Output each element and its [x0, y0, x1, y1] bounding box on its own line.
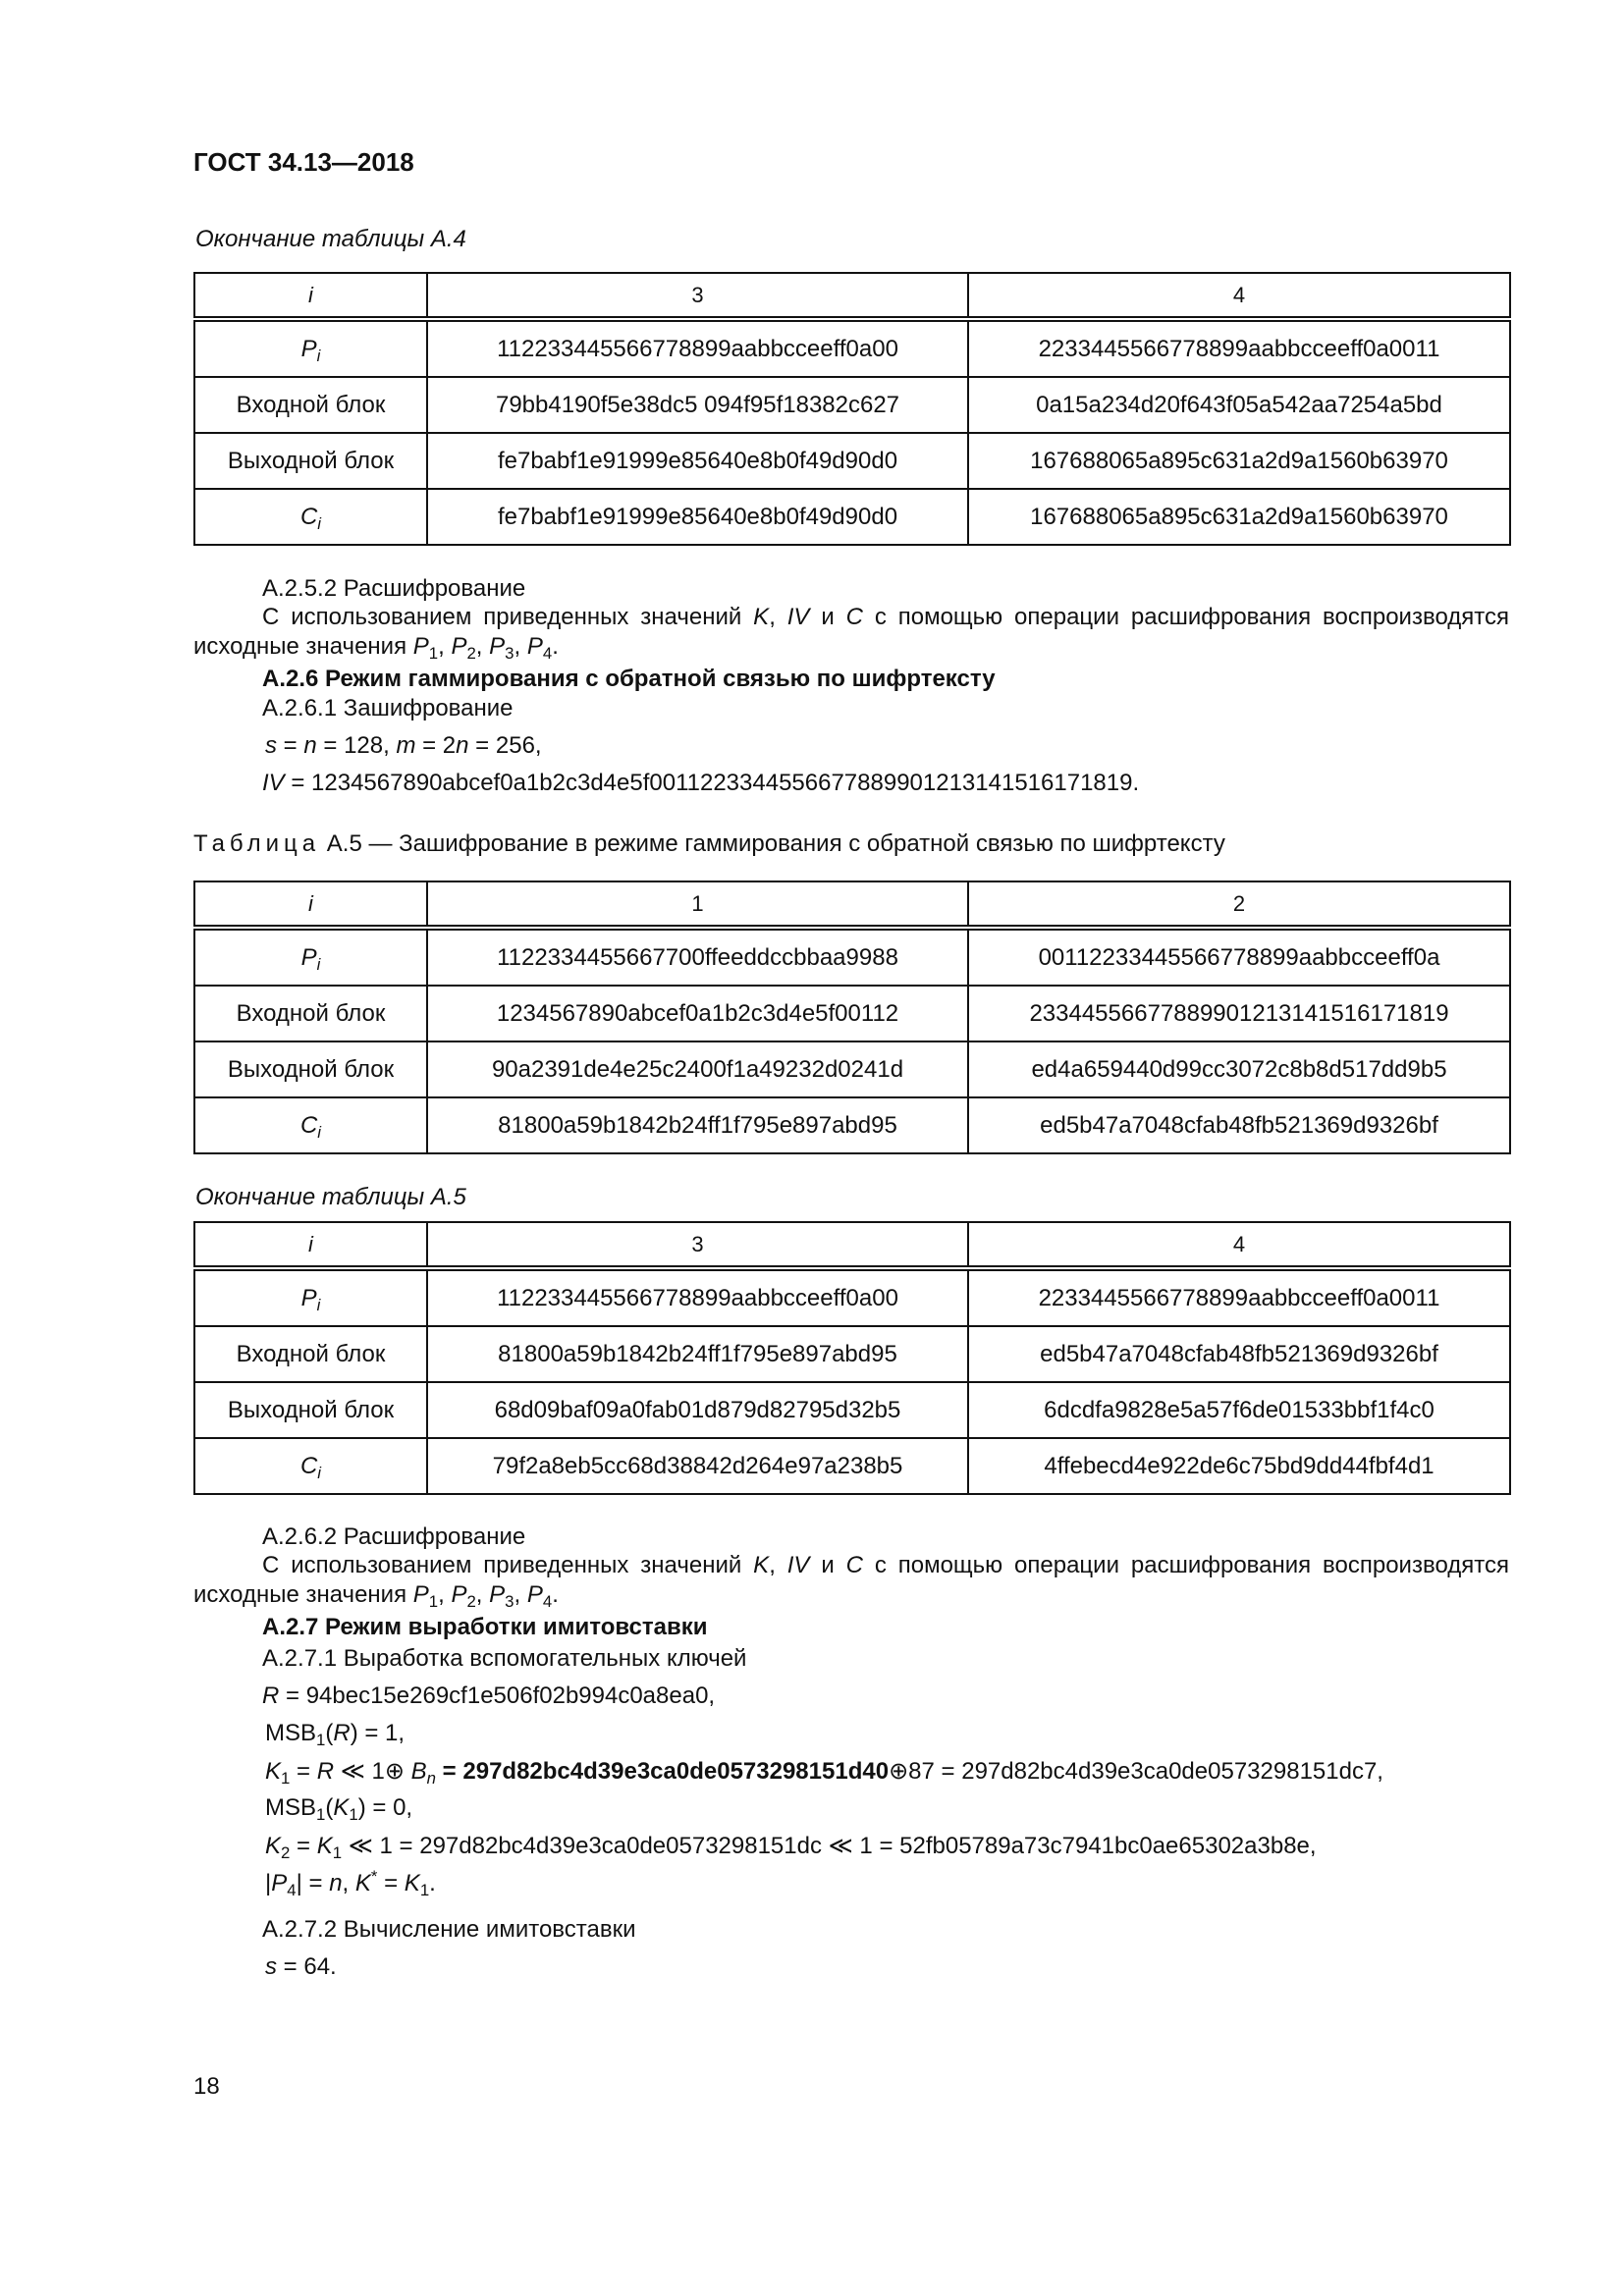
- table-a4-end: [193, 272, 1511, 546]
- table-row: [194, 1097, 1510, 1153]
- page-header: ГОСТ 34.13—2018: [193, 147, 414, 177]
- section-a261-title: А.2.6.1 Зашифрование: [262, 695, 514, 721]
- table-row: [194, 433, 1510, 489]
- row-label: $C_i$: [194, 1097, 427, 1153]
- table-cell: ed5b47a7048cfab48fb521369d9326bf: [968, 1097, 1510, 1153]
- column-header: 2: [968, 881, 1510, 928]
- section-a271-title: А.2.7.1 Выработка вспомогательных ключей: [262, 1645, 747, 1672]
- table-cell: 167688065a895c631a2d9a1560b63970: [968, 489, 1510, 545]
- table-cell: 79bb4190f5e38dc5 094f95f18382c627: [427, 377, 968, 433]
- table-cell: ed4a659440d99cc3072c8b8d517dd9b5: [968, 1041, 1510, 1097]
- table-cell: fe7babf1e91999e85640e8b0f49d90d0: [427, 433, 968, 489]
- section-a252-title: А.2.5.2 Расшифрование: [262, 575, 526, 602]
- table-row: [194, 1268, 1510, 1326]
- table-cell: 2233445566778899aabbcceeff0a0011: [968, 319, 1510, 377]
- table-row: [194, 489, 1510, 545]
- row-label: Выходной блок: [194, 1382, 427, 1438]
- table-row: [194, 1382, 1510, 1438]
- formula-msb-k1: $MSB_1(K_1) = 0$,: [265, 1794, 413, 1825]
- section-a262-text: С использованием приведенных значений K, IV и C с помощью операции расшифрования воспроизводятся исходные значения $P_1$, $P_2$, $P_3$, $P_4$.: [193, 1552, 1509, 1612]
- section-a252-text: С использованием приведенных значений K, IV и C с помощью операции расшифрования воспроизводятся исходные значения $P_1$, $P_2$, $P_3$, $P_4$.: [193, 604, 1509, 664]
- row-label: $C_i$: [194, 1438, 427, 1494]
- table-cell: 79f2a8eb5cc68d38842d264e97a238b5: [427, 1438, 968, 1494]
- table-row: [194, 1438, 1510, 1494]
- column-header: 1: [427, 881, 968, 928]
- row-label: $C_i$: [194, 489, 427, 545]
- row-label: Входной блок: [194, 1326, 427, 1382]
- table-cell: 0a15a234d20f643f05a542aa7254a5bd: [968, 377, 1510, 433]
- table-cell: fe7babf1e91999e85640e8b0f49d90d0: [427, 489, 968, 545]
- column-header: i: [194, 273, 427, 319]
- table-cell: 68d09baf09a0fab01d879d82795d32b5: [427, 1382, 968, 1438]
- column-header: 4: [968, 273, 1510, 319]
- formula-k1: $K_1 = R$ ≪ 1⊕ $B_n$ = 297d82bc4d39e3ca0de0573298151d40⊕87 = 297d82bc4d39e3ca0de0573298151dc7,: [265, 1758, 1383, 1789]
- column-header: 3: [427, 1222, 968, 1268]
- table-a4-end-caption: Окончание таблицы А.4: [195, 226, 466, 252]
- table-cell: 4ffebecd4e922de6c75bd9dd44fbf4d1: [968, 1438, 1510, 1494]
- table-row: [194, 377, 1510, 433]
- table-a5-end: [193, 1221, 1511, 1495]
- table-cell: 23344556677889901213141516171819: [968, 986, 1510, 1041]
- table-cell: 90a2391de4e25c2400f1a49232d0241d: [427, 1041, 968, 1097]
- formula-p4-kstar: $|P_4| = n$, $K^* = K_1$.: [265, 1866, 436, 1900]
- table-cell: 6dcdfa9828e5a57f6de01533bbf1f4c0: [968, 1382, 1510, 1438]
- section-a272-title: А.2.7.2 Вычисление имитовставки: [262, 1916, 636, 1943]
- table-cell: 00112233445566778899aabbcceeff0a: [968, 928, 1510, 986]
- row-label: $P_i$: [194, 928, 427, 986]
- table-header-row: [194, 273, 1510, 319]
- table-header-row: [194, 1222, 1510, 1268]
- table-cell: 112233445566778899aabbcceeff0a00: [427, 319, 968, 377]
- table-cell: 1122334455667700ffeeddccbbaa9988: [427, 928, 968, 986]
- table-row: [194, 1326, 1510, 1382]
- table-a5: [193, 881, 1511, 1154]
- table-cell: 112233445566778899aabbcceeff0a00: [427, 1268, 968, 1326]
- row-label: $P_i$: [194, 1268, 427, 1326]
- formula-s-n-m: s = n = 128, m = 2n = 256,: [265, 732, 542, 759]
- row-label: $P_i$: [194, 319, 427, 377]
- column-header: 3: [427, 273, 968, 319]
- section-a27-title: А.2.7 Режим выработки имитовставки: [262, 1614, 708, 1640]
- section-a262-title: А.2.6.2 Расшифрование: [262, 1523, 526, 1550]
- table-cell: 2233445566778899aabbcceeff0a0011: [968, 1268, 1510, 1326]
- table-cell: 167688065a895c631a2d9a1560b63970: [968, 433, 1510, 489]
- row-label: Выходной блок: [194, 433, 427, 489]
- formula-k2: $K_2 = K_1$ ≪ 1 = 297d82bc4d39e3ca0de0573298151dc ≪ 1 = 52fb05789a73c7941bc0ae65302a3b8e,: [265, 1833, 1317, 1863]
- column-header: 4: [968, 1222, 1510, 1268]
- section-a26-title: А.2.6 Режим гаммирования с обратной связью по шифртексту: [262, 666, 996, 692]
- column-header: i: [194, 1222, 427, 1268]
- page-number: 18: [193, 2073, 220, 2100]
- table-row: [194, 928, 1510, 986]
- table-cell: 81800a59b1842b24ff1f795e897abd95: [427, 1097, 968, 1153]
- formula-msb-r: $MSB_1(R) = 1$,: [265, 1720, 406, 1750]
- table-a5-end-caption: Окончание таблицы А.5: [195, 1184, 466, 1210]
- table-header-row: [194, 881, 1510, 928]
- row-label: Входной блок: [194, 377, 427, 433]
- row-label: Входной блок: [194, 986, 427, 1041]
- table-a5-caption: Таблица А.5 — Зашифрование в режиме гаммирования с обратной связью по шифртексту: [193, 830, 1225, 857]
- table-row: [194, 319, 1510, 377]
- column-header: i: [194, 881, 427, 928]
- table-row: [194, 1041, 1510, 1097]
- row-label: Выходной блок: [194, 1041, 427, 1097]
- table-cell: 81800a59b1842b24ff1f795e897abd95: [427, 1326, 968, 1382]
- table-cell: 1234567890abcef0a1b2c3d4e5f00112: [427, 986, 968, 1041]
- table-cell: ed5b47a7048cfab48fb521369d9326bf: [968, 1326, 1510, 1382]
- formula-s64: s = 64.: [265, 1953, 337, 1980]
- formula-r: R = 94bec15e269cf1e506f02b994c0a8ea0,: [262, 1682, 716, 1709]
- table-row: [194, 986, 1510, 1041]
- iv-value-line: IV = 1234567890abcef0a1b2c3d4e5f0011223344556677889901213141516171819.: [262, 770, 1140, 796]
